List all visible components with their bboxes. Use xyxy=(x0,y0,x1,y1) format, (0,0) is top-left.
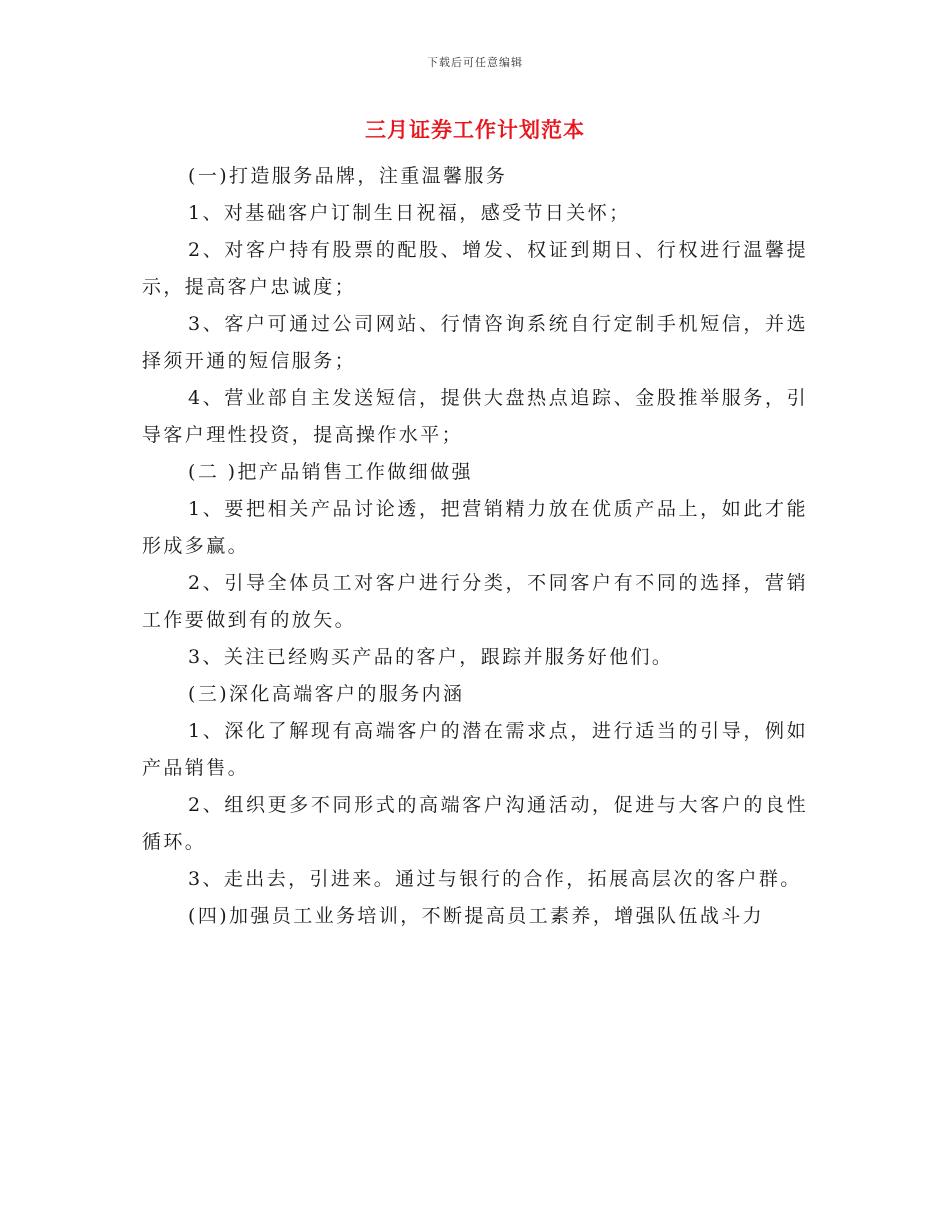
paragraph-3-3: 3、走出去，引进来。通过与银行的合作，拓展高层次的客户群。 xyxy=(188,868,802,890)
paragraph-1-3: 3、客户可通过公司网站、行情咨询系统自行定制手机短信，并选择须开通的短信服务； xyxy=(142,313,808,372)
section-heading-3: (三)深化高端客户的服务内涵 xyxy=(188,683,465,705)
section-heading-4: (四)加强员工业务培训，不断提高员工素养，增强队伍战斗力 xyxy=(188,905,765,927)
paragraph-2-3: 3、关注已经购买产品的客户，跟踪并服务好他们。 xyxy=(188,646,674,668)
paragraph-1-4: 4、营业部自主发送短信，提供大盘热点追踪、金股推举服务，引导客户理性投资，提高操作水平； xyxy=(142,387,808,446)
document-title: 三月证券工作计划范本 xyxy=(365,117,585,142)
header-note: 下载后可任意编辑 xyxy=(427,56,523,69)
document-body xyxy=(142,158,808,935)
paragraph-2-2: 2、引导全体员工对客户进行分类，不同客户有不同的选择，营销工作要做到有的放矢。 xyxy=(142,572,808,631)
section-heading-2: (二 )把产品销售工作做细做强 xyxy=(188,461,473,483)
paragraph-1-1: 1、对基础客户订制生日祝福，感受节日关怀； xyxy=(188,202,631,224)
paragraph-3-1: 1、深化了解现有高端客户的潜在需求点，进行适当的引导，例如产品销售。 xyxy=(142,720,808,779)
paragraph-1-2: 2、对客户持有股票的配股、增发、权证到期日、行权进行温馨提示，提高客户忠诚度； xyxy=(142,239,808,298)
paragraph-2-1: 1、要把相关产品讨论透，把营销精力放在优质产品上，如此才能形成多赢。 xyxy=(142,498,808,557)
paragraph-3-2: 2、组织更多不同形式的高端客户沟通活动，促进与大客户的良性循环。 xyxy=(142,794,808,853)
section-heading-1: (一)打造服务品牌，注重温馨服务 xyxy=(188,165,508,187)
